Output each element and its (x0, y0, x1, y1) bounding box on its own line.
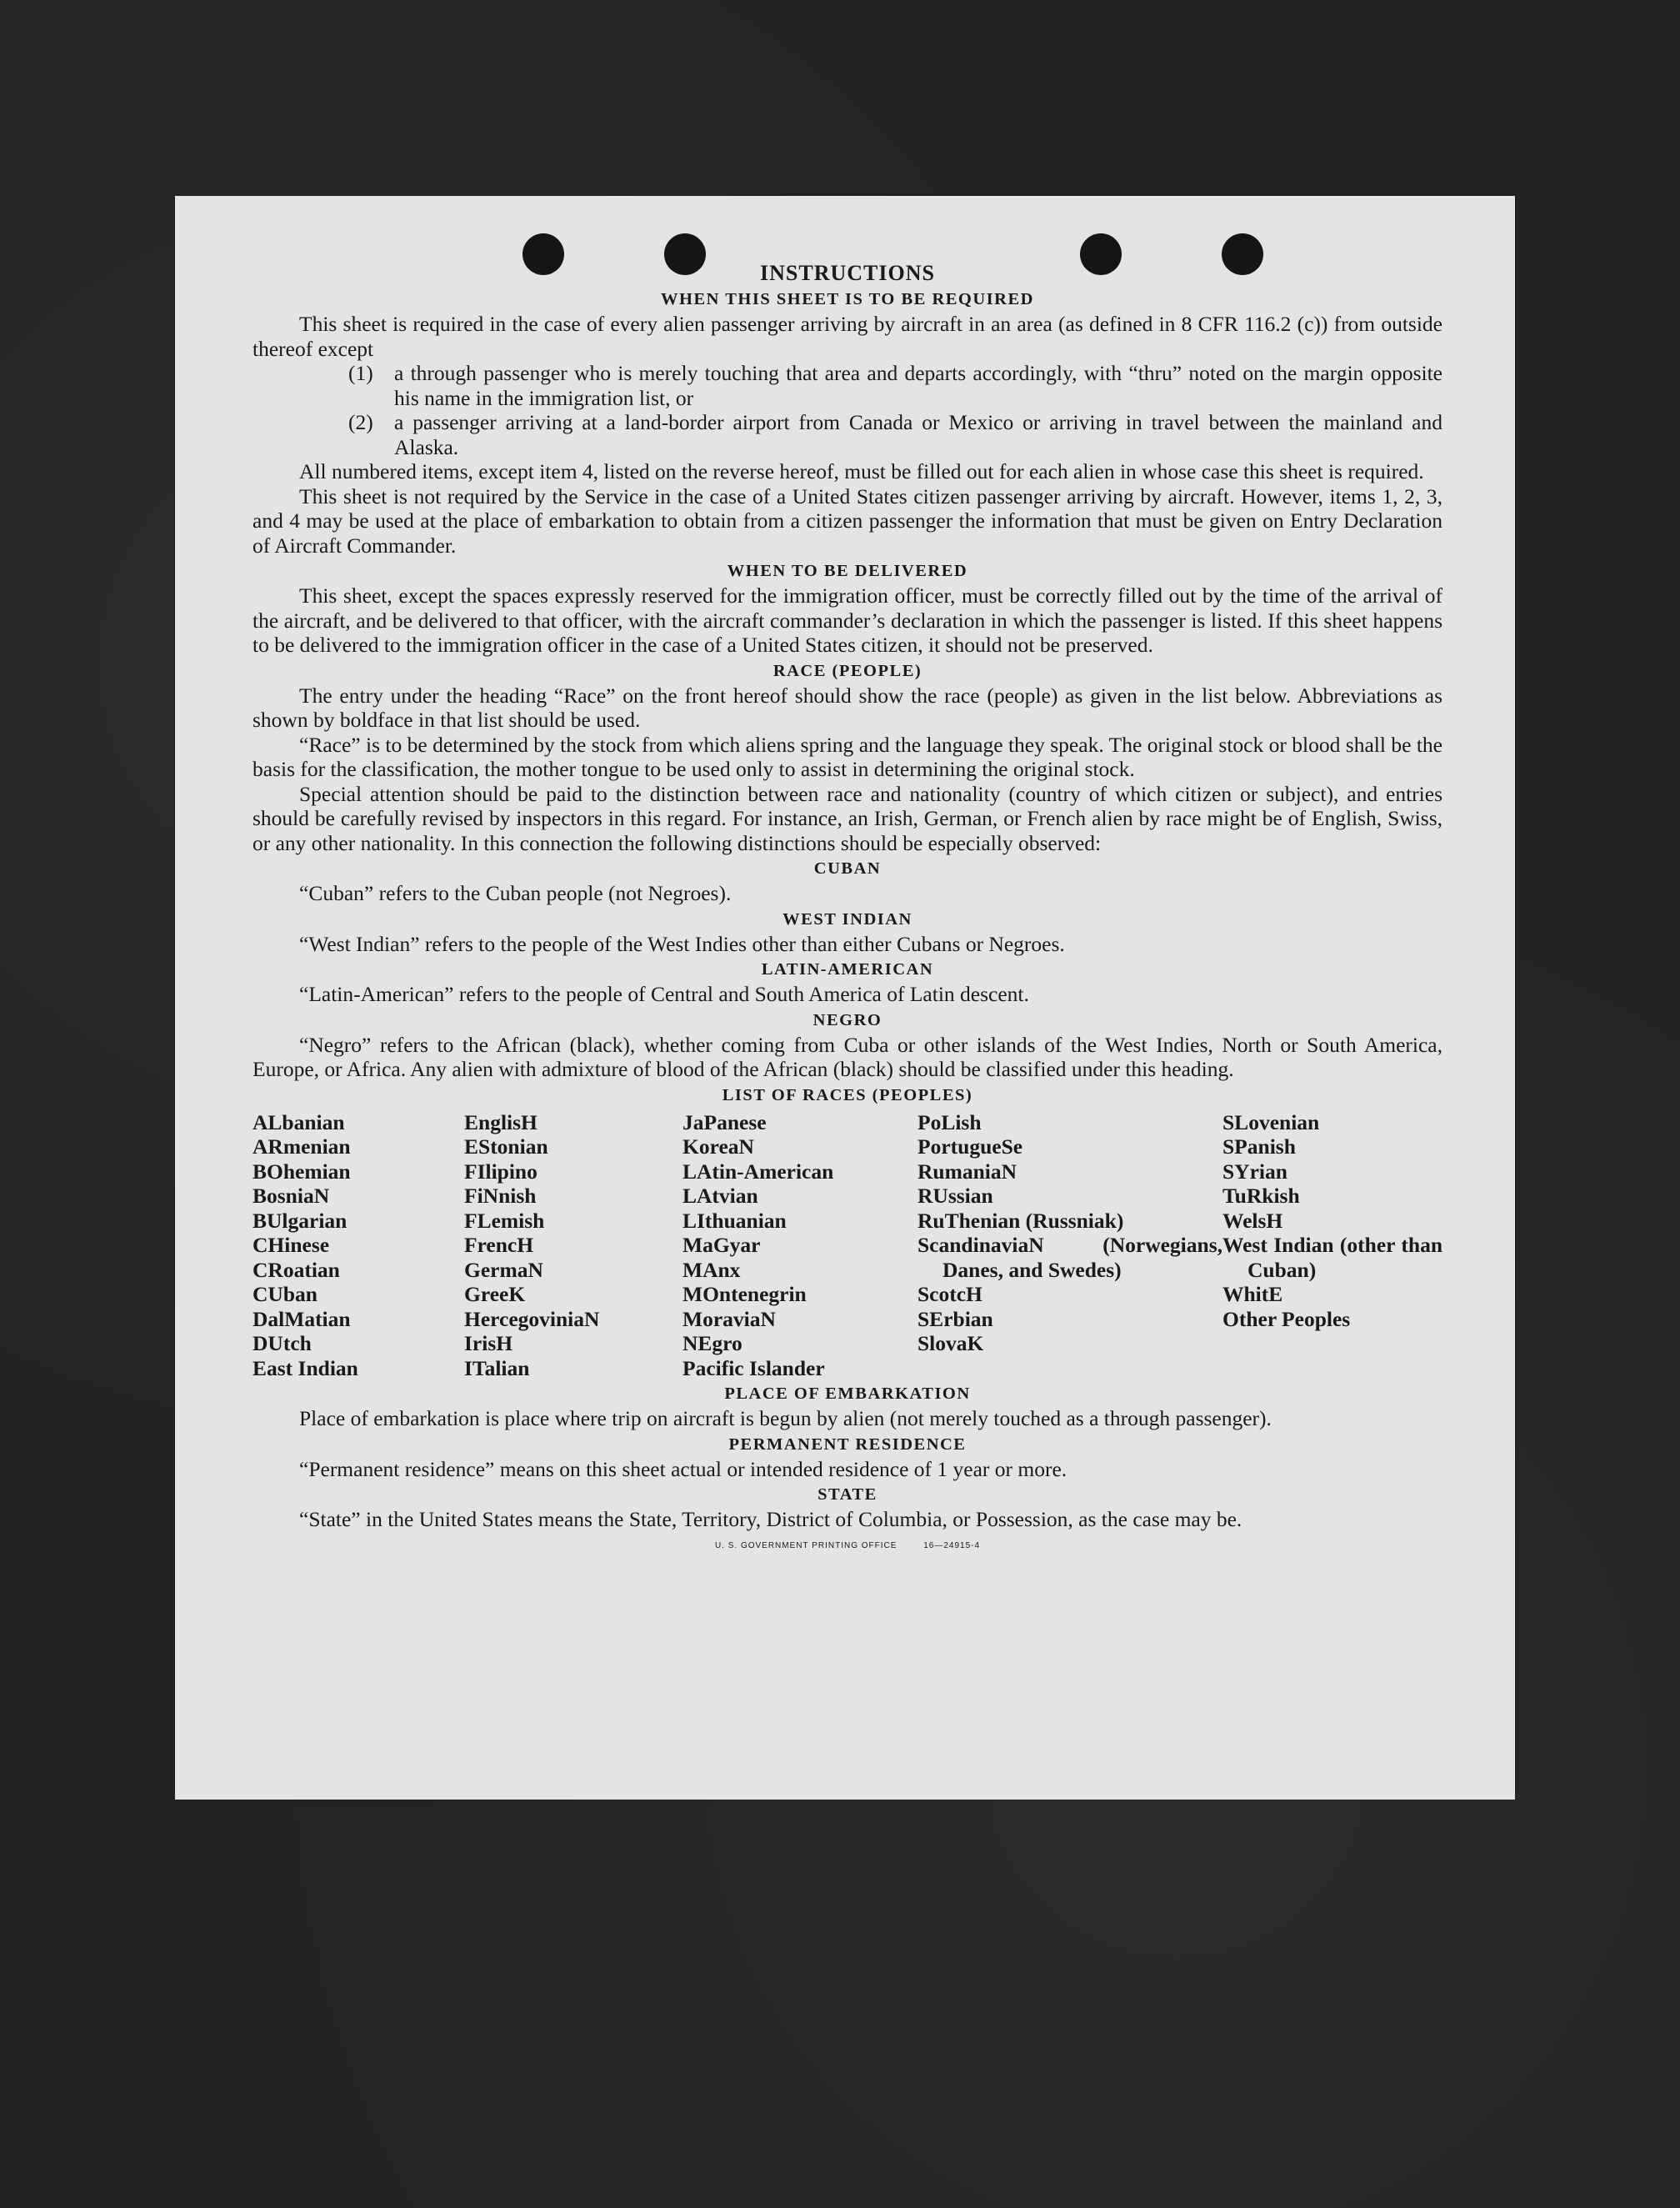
paragraph: The entry under the heading “Race” on the front hereof should show the race (people) as given in the list below. Abbreviations as shown by boldface in that list should be used. (252, 683, 1442, 732)
printer-footer (252, 1534, 1442, 1559)
heading-negro: NEGRO (812, 1010, 882, 1029)
race-entry: EStonian (464, 1134, 548, 1159)
race-entry: ScotcH (918, 1282, 982, 1306)
race-entry: West Indian (other than Cuban) (1222, 1233, 1442, 1282)
paragraph: Special attention should be paid to the distinction between race and nationality (country of which citizen or subject), and entries should be carefully revised by inspectors in this regard. For instance, an Irish, German, or French alien by race might be of English, Swiss, or any other nationality. In this connection the following distinctions should be especially observed: (252, 781, 1442, 855)
race-entry: FIlipino (464, 1159, 538, 1184)
heading-residence: PERMANENT RESIDENCE (728, 1434, 967, 1454)
race-entry: RuThenian (Russniak) (918, 1208, 1124, 1233)
race-entry: BosniaN (252, 1184, 330, 1208)
race-entry: JaPanese (682, 1109, 767, 1134)
race-entry: KoreaN (682, 1134, 754, 1159)
race-entry: FLemish (464, 1208, 545, 1233)
race-entry: ARmenian (252, 1134, 351, 1159)
paragraph: “Race” is to be determined by the stock from which aliens spring and the language they speak. The original stock or blood shall be the basis for the classification, the mother tongue to be used only to assist in determining the original stock. (252, 732, 1442, 781)
paragraph: This sheet is required in the case of every alien passenger arriving by aircraft in an area (as defined in 8 CFR 116.2 (c)) from outside thereof except (252, 312, 1442, 361)
race-column (464, 1110, 682, 1381)
race-column (918, 1110, 1222, 1381)
race-entry: RUssian (918, 1184, 993, 1208)
heading-when-delivered: WHEN TO BE DELIVERED (727, 562, 968, 580)
race-entry: LIthuanian (682, 1208, 787, 1233)
heading-latin-american: LATIN-AMERICAN (761, 960, 934, 979)
paragraph: Place of embarkation is place where trip on aircraft is begun by alien (not merely touched as a through passenger). (299, 1406, 1272, 1430)
race-entry: LAtvian (682, 1184, 758, 1208)
instruction-sheet (175, 196, 1515, 1800)
paragraph: “Latin-American” refers to the people of Central and South America of Latin descent. (299, 982, 1029, 1006)
paragraph: This sheet is not required by the Service in the case of a United States citizen passenger arriving by aircraft. However, items 1, 2, 3, and 4 may be used at the place of embarkation to obtain from a citizen passenger the information that must be given on Entry Declaration of Aircraft Commander. (252, 483, 1442, 558)
race-entry: PortugueSe (918, 1134, 1023, 1159)
paragraph: This sheet, except the spaces expressly reserved for the immigration officer, must be correctly filled out by the time of the arrival of the aircraft, and be delivered to that officer, with the aircraft commander’s declaration in which the passenger is listed. If this sheet happens to be delivered to the immigration officer in the case of a United States citizen, it should not be preserved. (252, 583, 1442, 657)
list-item (348, 361, 1442, 410)
race-entry: SlovaK (918, 1331, 984, 1355)
list-item (348, 410, 1442, 459)
race-entry: Other Peoples (1222, 1306, 1351, 1331)
paragraph: “Cuban” refers to the Cuban people (not Negroes). (299, 881, 732, 905)
item-text: a through passenger who is merely touching that area and departs accordingly, with “thru” noted on the margin opposite his name in the immigration list, or (394, 361, 1442, 410)
race-entry: CHinese (252, 1233, 330, 1257)
race-entry: WelsH (1222, 1208, 1283, 1233)
heading-west-indian: WEST INDIAN (782, 909, 912, 929)
race-entry: MAnx (682, 1257, 741, 1282)
race-entry: FrencH (464, 1233, 534, 1257)
race-entry: Pacific Islander (682, 1355, 825, 1380)
race-entry: CRoatian (252, 1257, 340, 1282)
race-entry: ITalian (464, 1355, 530, 1380)
race-entry: WhitE (1222, 1282, 1283, 1306)
race-entry: GreeK (464, 1282, 526, 1306)
race-entry: TuRkish (1222, 1184, 1300, 1208)
page-title: INSTRUCTIONS (760, 261, 935, 285)
race-entry: ALbanian (252, 1109, 345, 1134)
paragraph: “West Indian” refers to the people of the West Indies other than either Cubans or Negroes. (299, 931, 1065, 956)
race-entry: FiNnish (464, 1184, 537, 1208)
race-entry: MoraviaN (682, 1306, 776, 1331)
race-entry: GermaN (464, 1257, 543, 1282)
race-entry: SPanish (1222, 1134, 1296, 1159)
heading-cuban: CUBAN (813, 859, 882, 878)
paragraph: “Negro” refers to the African (black), whether coming from Cuba or other islands of the West Indies, North or South America, Europe, or Africa. Any alien with admixture of blood of the African (black) should be classified under this heading. (252, 1032, 1442, 1081)
heading-when-required: WHEN THIS SHEET IS TO BE REQUIRED (661, 290, 1034, 308)
race-entry: SLovenian (1222, 1109, 1320, 1134)
race-entry: DUtch (252, 1331, 312, 1355)
paragraph: “Permanent residence” means on this sheet actual or intended residence of 1 year or more. (299, 1456, 1068, 1481)
race-entry: MOntenegrin (682, 1282, 807, 1306)
race-list (252, 1110, 1442, 1381)
race-entry: SYrian (1222, 1159, 1288, 1184)
race-entry: RumaniaN (918, 1159, 1018, 1184)
race-entry: PoLish (918, 1109, 982, 1134)
item-number: (1) (348, 361, 373, 385)
race-entry: HercegoviniaN (464, 1306, 600, 1331)
race-entry: BOhemian (252, 1159, 351, 1184)
race-entry: NEgro (682, 1331, 742, 1355)
paragraph: “State” in the United States means the State, Territory, District of Columbia, or Possession, as the case may be. (299, 1507, 1242, 1531)
race-entry: ScandinaviaN (Norwegians, Danes, and Swedes) (918, 1233, 1222, 1282)
form-code: 16—24915-4 (923, 1540, 981, 1550)
race-column (252, 1110, 464, 1381)
heading-list-of-races: LIST OF RACES (PEOPLES) (722, 1085, 973, 1104)
race-entry: EnglisH (464, 1109, 538, 1134)
race-entry: BUlgarian (252, 1208, 348, 1233)
race-entry: East Indian (252, 1355, 358, 1380)
race-column (1222, 1110, 1442, 1381)
race-entry: DalMatian (252, 1306, 351, 1331)
race-entry: IrisH (464, 1331, 513, 1355)
printer-name: U. S. GOVERNMENT PRINTING OFFICE (714, 1540, 898, 1550)
heading-state: STATE (818, 1485, 878, 1504)
paragraph: All numbered items, except item 4, listed on the reverse hereof, must be filled out for each alien in whose case this sheet is required. (299, 459, 1424, 483)
race-entry: MaGyar (682, 1233, 761, 1257)
item-text: a passenger arriving at a land-border airport from Canada or Mexico or arriving in travel between the mainland and Alaska. (394, 410, 1442, 459)
race-entry: SErbian (918, 1306, 993, 1331)
race-entry: LAtin-American (682, 1159, 834, 1184)
heading-embarkation: PLACE OF EMBARKATION (724, 1384, 971, 1403)
item-number: (2) (348, 410, 373, 434)
heading-race: RACE (PEOPLE) (772, 661, 922, 680)
race-entry: CUban (252, 1282, 318, 1306)
race-column (682, 1110, 918, 1381)
sheet-content (252, 261, 1442, 1558)
